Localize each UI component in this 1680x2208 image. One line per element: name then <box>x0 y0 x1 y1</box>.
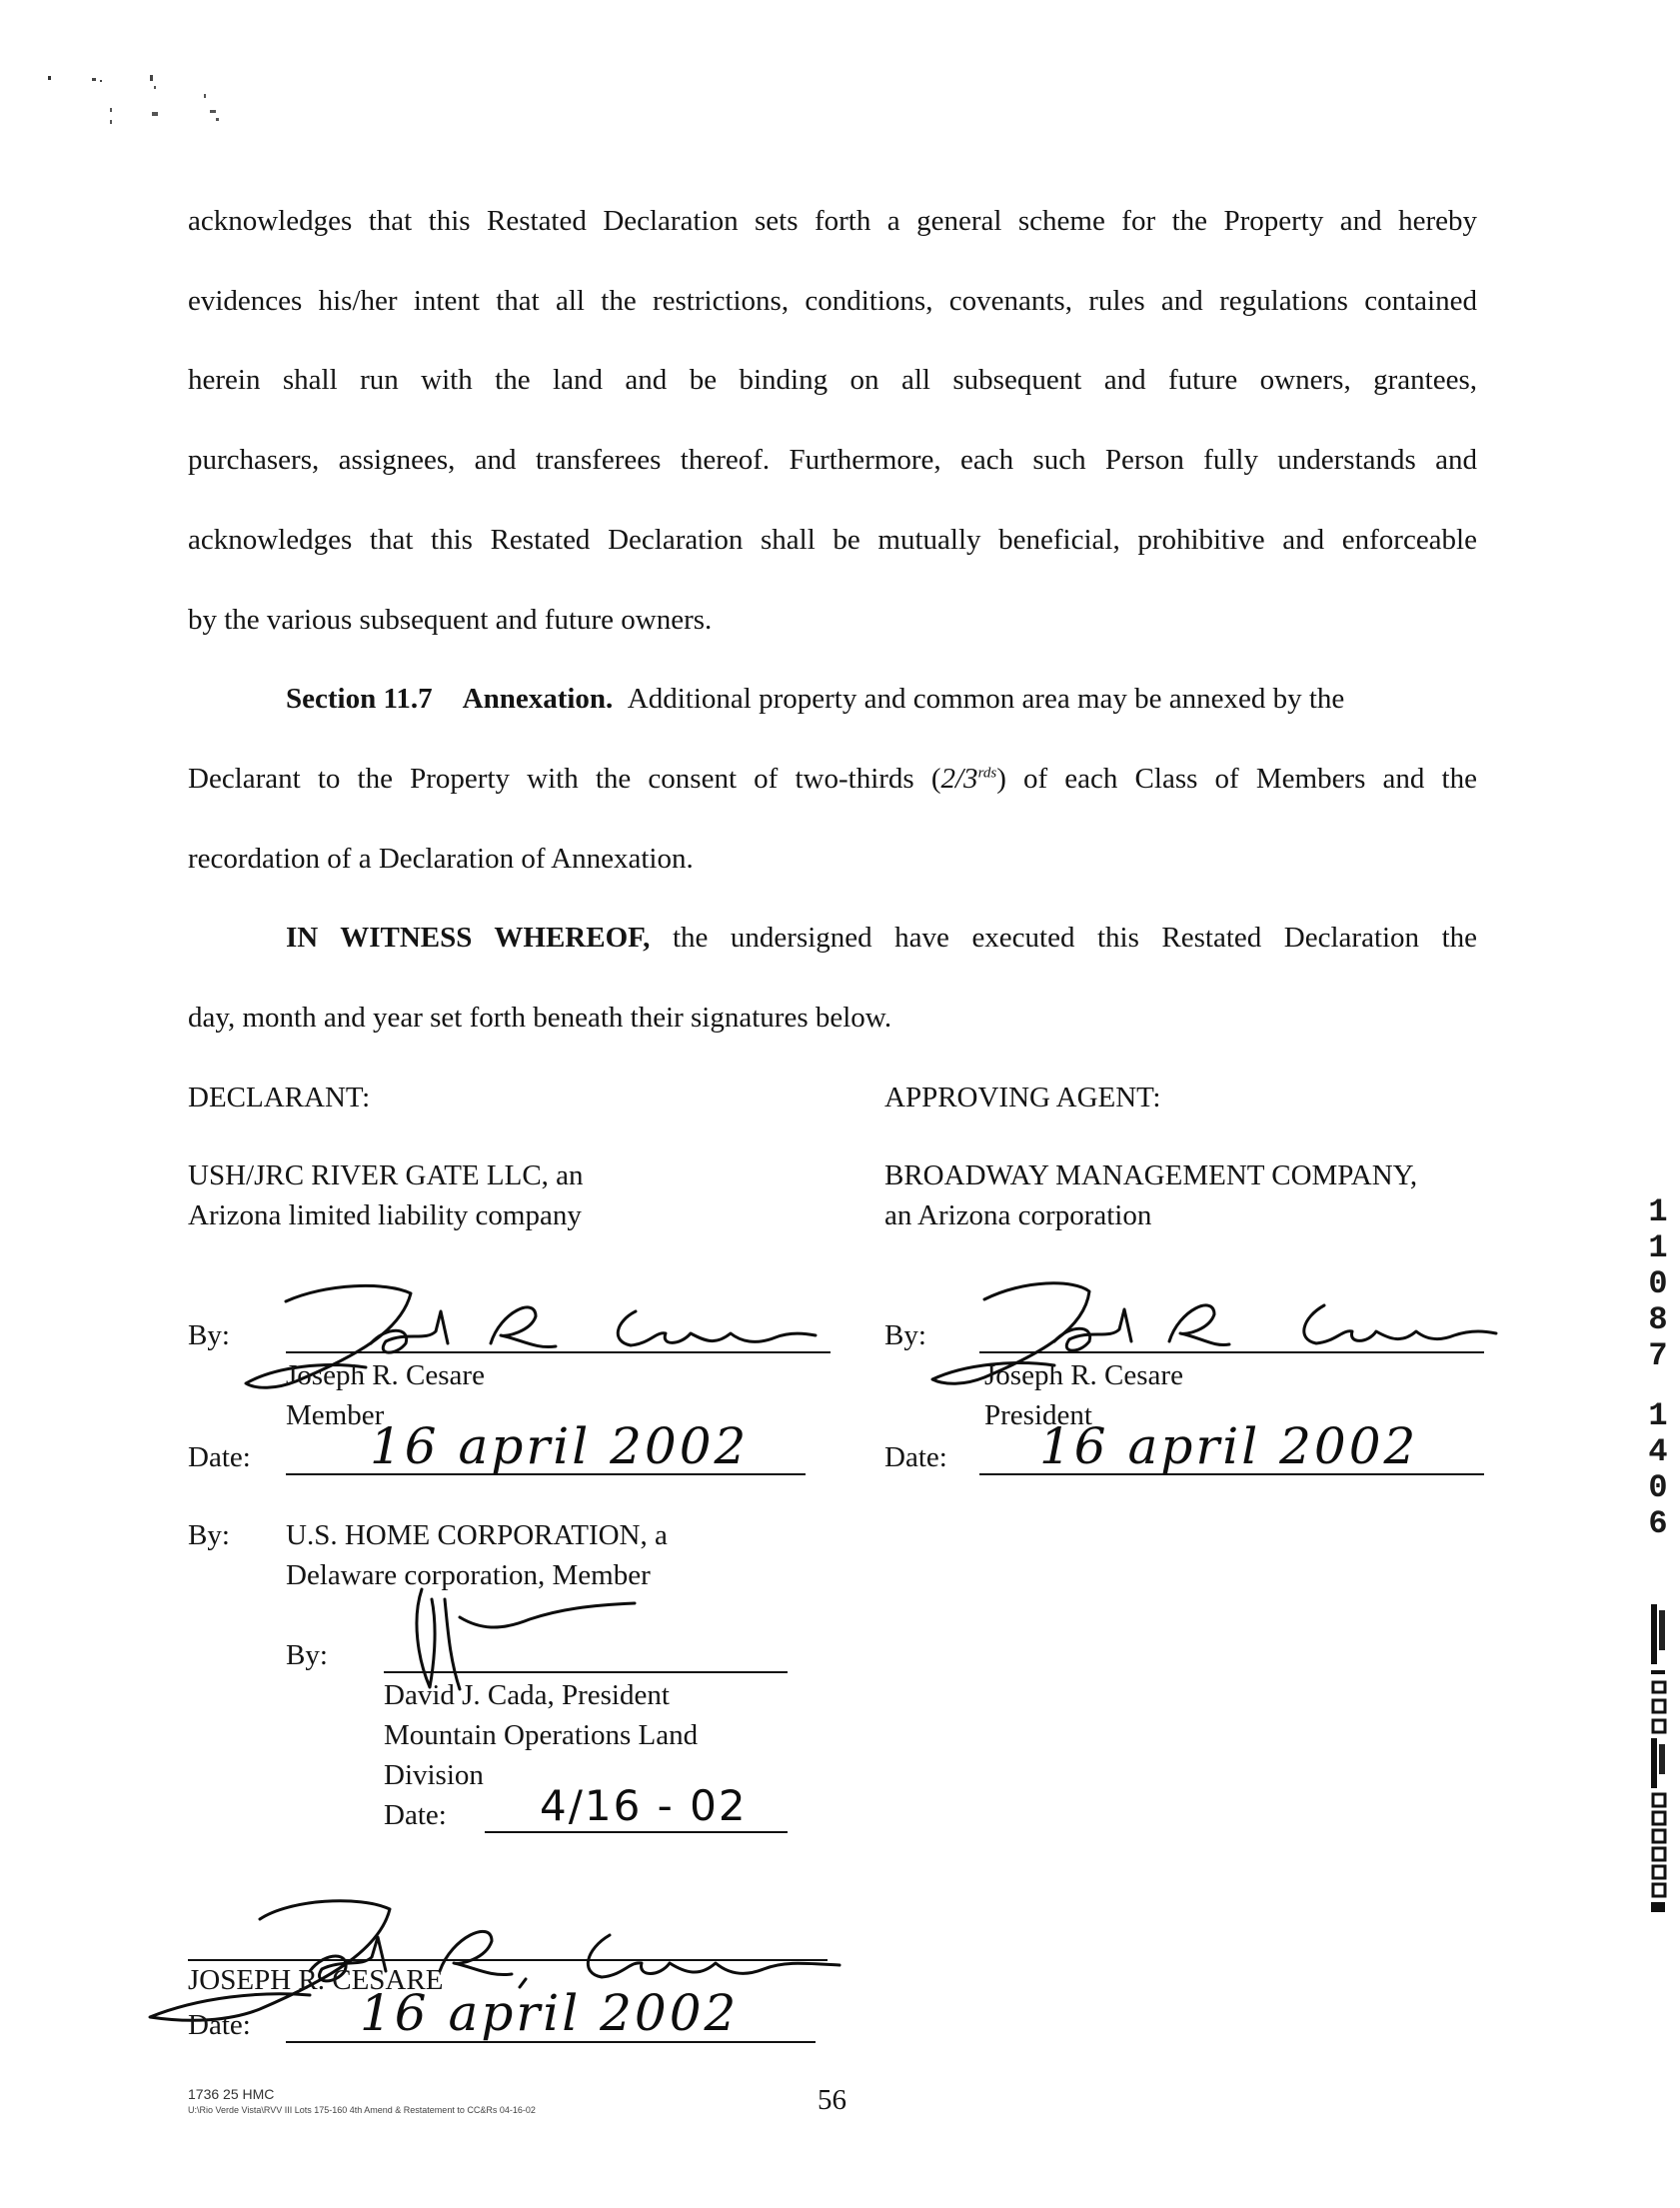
fraction: 2/3 <box>940 763 978 795</box>
declarant-signature-line <box>286 1351 831 1353</box>
us-home-entity-line2: Delaware corporation, Member <box>286 1559 651 1591</box>
stamp-digit: 0 <box>1648 1469 1668 1506</box>
agent-date-label: Date: <box>884 1441 947 1473</box>
declarant-heading: DECLARANT: <box>188 1082 371 1113</box>
footer-file-path: U:\Rio Verde Vista\RVV III Lots 175-160 4th Amend & Restatement to CC&Rs 04-16-02 <box>188 2105 536 2115</box>
agent-signature-line <box>979 1351 1484 1353</box>
body-line: by the various subsequent and future owners. <box>188 604 713 636</box>
us-home-signature-line <box>384 1671 788 1673</box>
section-line-3: recordation of a Declaration of Annexation. <box>188 843 694 875</box>
agent-handwritten-date: 16 april 2002 <box>1039 1417 1419 1475</box>
declarant-handwritten-date: 16 april 2002 <box>370 1417 750 1475</box>
individual-date-label: Date: <box>188 2009 251 2041</box>
us-home-inner-by-label: By: <box>286 1639 328 1671</box>
section-line-2: Declarant to the Property with the consent of two-thirds $(2/3^{rds})$ of each Class of Members and the <box>188 763 1477 795</box>
stamp-digit: 1 <box>1648 1193 1668 1230</box>
footer-doc-code: 1736 25 HMC <box>188 2086 275 2102</box>
body-line: evidences his/her intent that all the restrictions, conditions, covenants, rules and regulations contained <box>188 285 1477 317</box>
stamp-digit: 1 <box>1648 1229 1668 1266</box>
declarant-by-label: By: <box>188 1319 230 1351</box>
stamp-digit: 6 <box>1648 1505 1668 1542</box>
page-number: 56 <box>818 2084 846 2116</box>
witness-line-2: day, month and year set forth beneath their signatures below. <box>188 1002 892 1034</box>
section-title: Annexation. <box>462 683 614 715</box>
us-home-signer-line2: Mountain Operations Land <box>384 1719 699 1751</box>
us-home-signer-line3: Division <box>384 1759 484 1791</box>
agent-signer-title: President <box>984 1399 1092 1431</box>
margin-barcode <box>1647 1604 1671 1924</box>
body-line: acknowledges that this Restated Declaration shall be mutually beneficial, prohibitive and enforceable <box>188 524 1477 556</box>
us-home-handwritten-date: 4/16 - 02 <box>540 1781 748 1830</box>
stamp-digit: 0 <box>1648 1265 1668 1302</box>
us-home-by-label: By: <box>188 1519 230 1551</box>
body-line: herein shall run with the land and be binding on all subsequent and future owners, grantees, <box>188 364 1477 396</box>
agent-heading: APPROVING AGENT: <box>884 1082 1161 1113</box>
individual-signature-line <box>188 1959 828 1961</box>
us-home-date-line <box>485 1831 788 1833</box>
scan-specks <box>48 72 228 132</box>
agent-by-label: By: <box>884 1319 926 1351</box>
agent-entity-line2: an Arizona corporation <box>884 1199 1152 1231</box>
declarant-entity-line2: Arizona limited liability company <box>188 1199 582 1231</box>
witness-line-1: IN WITNESS WHEREOF, the undersigned have executed this Restated Declaration the <box>286 922 1478 954</box>
declarant-signer-name: Joseph R. Cesare <box>286 1359 485 1391</box>
individual-name: JOSEPH R. CESARE <box>188 1964 444 1996</box>
us-home-entity-line1: U.S. HOME CORPORATION, a <box>286 1519 668 1551</box>
us-home-signer-line1: David J. Cada, President <box>384 1679 670 1711</box>
stamp-digit: 8 <box>1648 1301 1668 1338</box>
agent-entity-line1: BROADWAY MANAGEMENT COMPANY, <box>884 1159 1418 1191</box>
stamp-digit: 1 <box>1648 1397 1668 1434</box>
stamp-digit: 7 <box>1648 1337 1668 1374</box>
declarant-entity-line1: USH/JRC RIVER GATE LLC, an <box>188 1159 584 1191</box>
stamp-digit: 4 <box>1648 1433 1668 1470</box>
body-line: purchasers, assignees, and transferees thereof. Furthermore, each such Person fully understands and <box>188 444 1477 476</box>
witness-lead: IN WITNESS WHEREOF, <box>286 922 651 954</box>
agent-signer-name: Joseph R. Cesare <box>984 1359 1183 1391</box>
individual-handwritten-date: 16 april 2002 <box>360 1984 740 2042</box>
fraction-superscript: rds <box>977 765 997 782</box>
section-number: Section 11.7 <box>286 683 433 715</box>
section-heading-line <box>286 683 1477 716</box>
us-home-date-label: Date: <box>384 1799 447 1831</box>
section-text: Additional property and common area may be annexed by the <box>627 683 1345 715</box>
declarant-date-label: Date: <box>188 1441 251 1473</box>
body-line: acknowledges that this Restated Declaration sets forth a general scheme for the Property and hereby <box>188 205 1477 237</box>
declarant-signer-title: Member <box>286 1399 385 1431</box>
